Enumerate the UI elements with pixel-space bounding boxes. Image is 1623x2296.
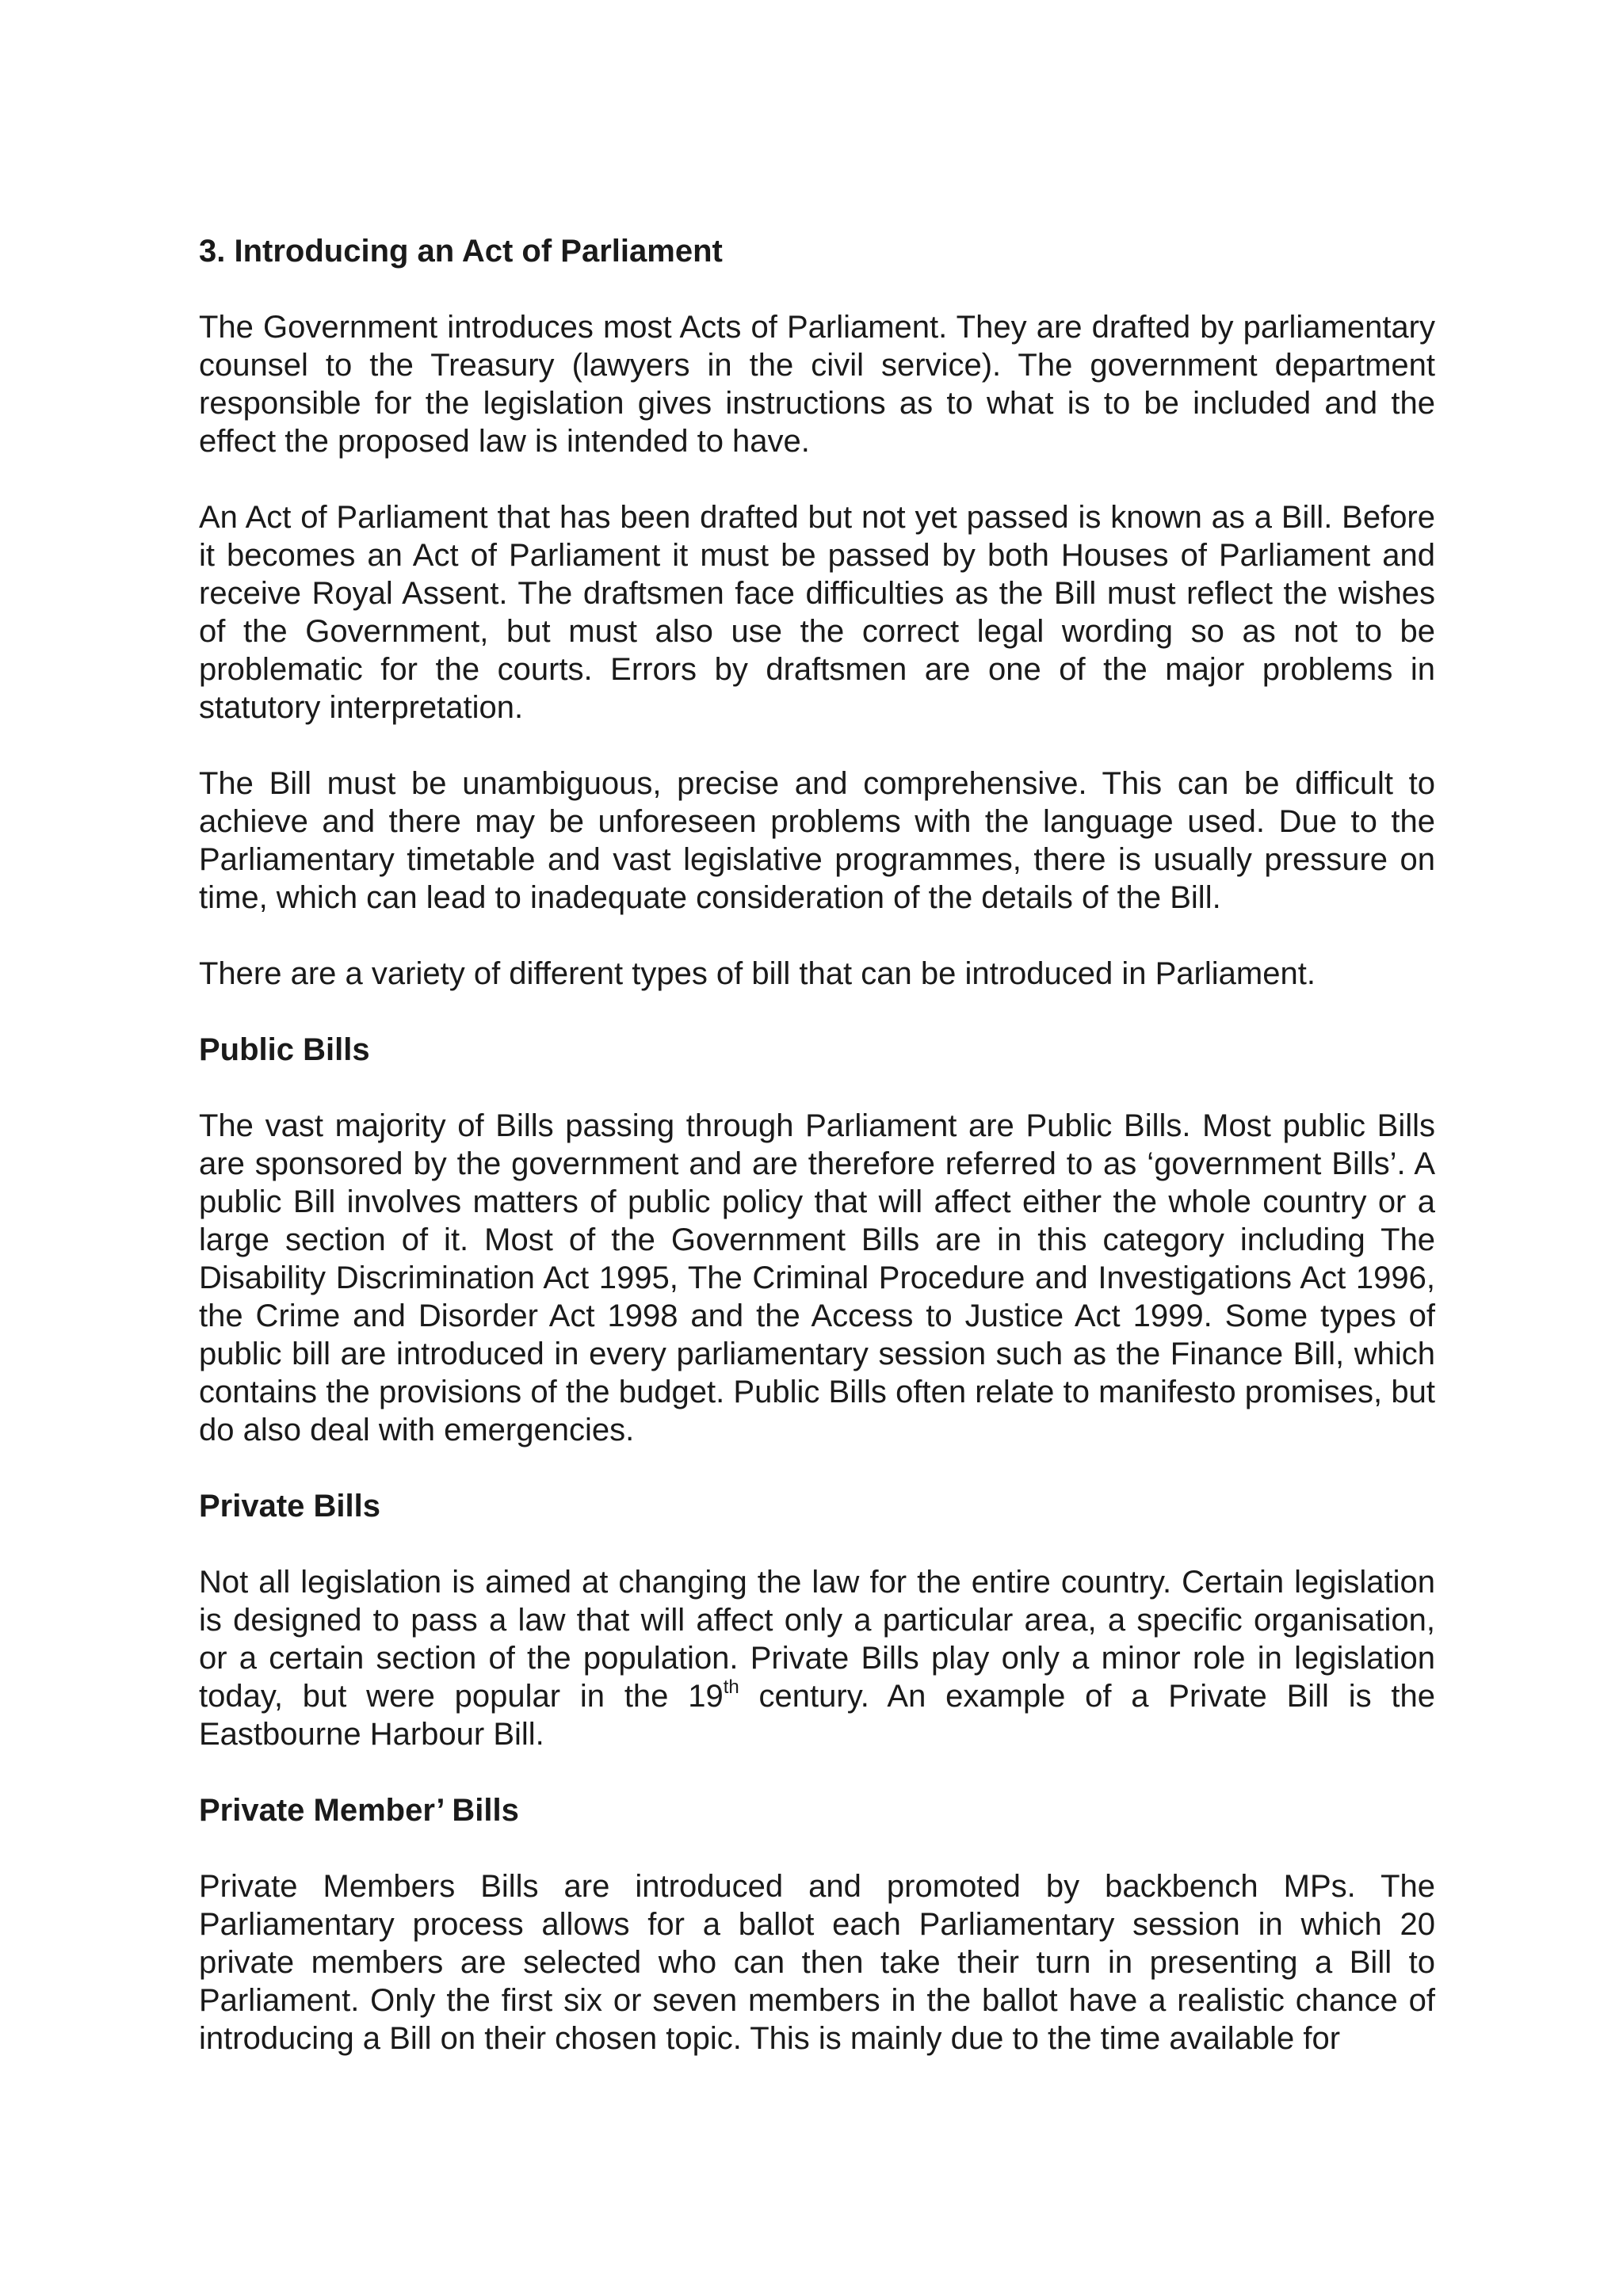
ordinal-superscript: th (723, 1676, 739, 1698)
intro-paragraph-1: The Government introduces most Acts of Parliament. They are drafted by parliamentary counsel to the Treasury (lawyers in the civil service). The government department responsible for the legislation gives instructions as to what is to be included and the effect the proposed law is intended to have. (199, 310, 1435, 459)
private-bills-paragraph (199, 1563, 1435, 1753)
intro-paragraph-2: An Act of Parliament that has been drafted but not yet passed is known as a Bill. Before it becomes an Act of Parliament it must be passed by both Houses of Parliament and receive Royal Assent. The draftsmen face difficulties as the Bill must reflect the wishes of the Government, but must also use the correct legal wording so as not to be problematic for the courts. Errors by draftsmen are one of the major problems in statutory interpretation. (199, 500, 1435, 725)
spacer (199, 1753, 1435, 1791)
spacer (199, 1069, 1435, 1107)
public-bills-paragraph: The vast majority of Bills passing through Parliament are Public Bills. Most public Bills are sponsored by the government and are therefore referred to as ‘government Bills’. A public Bill involves matters of public policy that will affect either the whole country or a large section of it. Most of the Government Bills are in this category including The Disability Discrimination Act 1995, The Criminal Procedure and Investigations Act 1996, the Crime and Disorder Act 1998 and the Access to Justice Act 1999. Some types of public bill are introduced in every parliamentary session such as the Finance Bill, which contains the provisions of the budget. Public Bills often relate to manifesto promises, but do also deal with emergencies. (199, 1108, 1435, 1447)
public-bills-heading: Public Bills (199, 1032, 370, 1067)
private-bills-heading: Private Bills (199, 1489, 381, 1524)
spacer (199, 1829, 1435, 1867)
private-members-bills-heading: Private Member’ Bills (199, 1793, 519, 1828)
section-title: 3. Introducing an Act of Parliament (199, 234, 723, 269)
spacer (199, 460, 1435, 498)
spacer (199, 727, 1435, 765)
spacer (199, 917, 1435, 955)
intro-paragraph-3: The Bill must be unambiguous, precise and comprehensive. This can be difficult to achieve and there may be unforeseen problems with the language used. Due to the Parliamentary timetable and vast legislative programmes, there is usually pressure on time, which can lead to inadequate consideration of the details of the Bill. (199, 766, 1435, 915)
spacer (199, 993, 1435, 1031)
private-members-bills-paragraph: Private Members Bills are introduced and promoted by backbench MPs. The Parliamentary process allows for a ballot each Parliamentary session in which 20 private members are selected who can then take their turn in presenting a Bill to Parliament. Only the first six or seven members in the ballot have a realistic chance of introducing a Bill on their chosen topic. This is mainly due to the time available for (199, 1869, 1435, 2056)
private-bills-text-end: century. An example of a Private Bill is the Eastbourne Harbour Bill. (199, 1679, 1435, 1752)
spacer (199, 270, 1435, 308)
document-page (199, 232, 1435, 2058)
intro-paragraph-4: There are a variety of different types of bill that can be introduced in Parliament. (199, 956, 1316, 991)
spacer (199, 1449, 1435, 1487)
spacer (199, 1525, 1435, 1563)
private-bills-text-start: Not all legislation is aimed at changing the law for the entire country. Certain legislation is designed to pass a law that will affect only a particular area, a specific organisation, or a certain section of the population. Private Bills play only a minor role in legislation today, but were popular in the 19 (199, 1565, 1435, 1714)
